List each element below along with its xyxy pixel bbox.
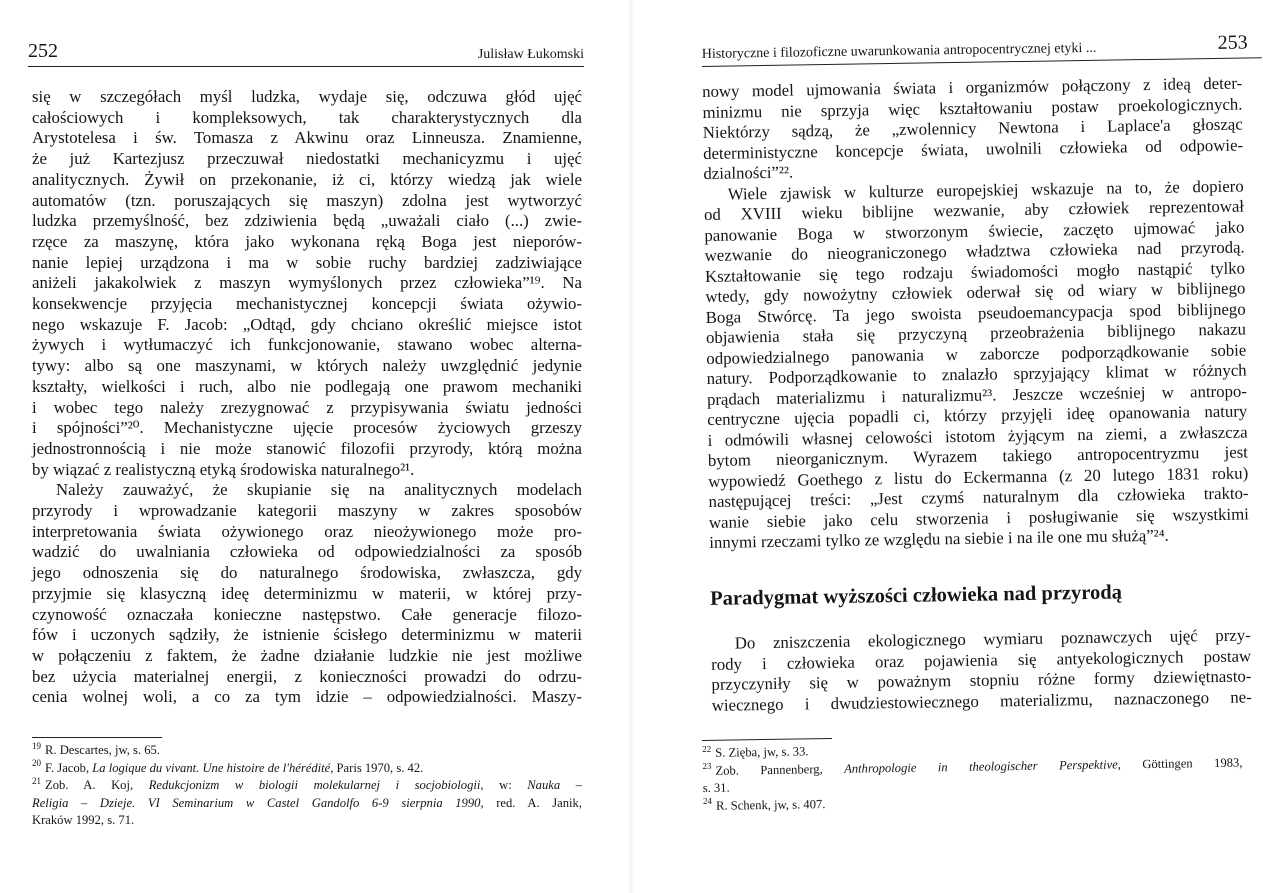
text-line: całościowych i kompleksowych, tak charakterystycznych dla	[32, 107, 582, 127]
footnote-21-end: Kraków 1992, s. 71.	[32, 813, 135, 827]
text-line: interpretowania świata ożywionego oraz nieożywionego może pro-	[32, 521, 582, 541]
text-line: przyczyniły się w poważnym stopniu różne formy dziewiętnasto-	[711, 666, 1252, 694]
text-line: bytom nieorganicznym. Wyrazem takiego antropocentryzmu jest	[707, 442, 1249, 470]
text-line: automatów (tzn. poruszających się maszyn) zdolna jest wytworzyć	[32, 190, 582, 210]
text-line: w połączeniu z faktem, że żadne działanie ludzkie nie jest możliwe	[32, 645, 582, 665]
text-line: nanie lepiej urządzona i ma w sobie ruchy bardziej zadziwiające	[32, 252, 582, 272]
text-line: aniżeli jakakolwiek z maszyn wymyślonych przez człowieka”¹⁹. Na	[32, 273, 582, 293]
text-line: Należy zauważyć, że skupianie się na analitycznych modelach	[56, 480, 582, 500]
text-line: że już Kartezjusz przeczuwał niedostatki mechanicyzmu i ujęć	[32, 149, 582, 169]
footnote-21-cont: Religia – Dzieje. VI Seminarium w Castel Gandolfo 6-9 sierpnia 1990, red. A. Janik,	[32, 795, 582, 810]
left-page-header	[28, 38, 584, 67]
footnote-23: $^{23}$ Zob. Pannenberg, Anthropologie in theologischer Perspektive, Göttingen 1983,	[702, 755, 1243, 778]
text-line: objawienia stała się przyczyną przeobrażenia biblijnego nakazu	[705, 319, 1247, 347]
text-line: wanie siebie jako celu stworzenia i posługiwanie się wszystkimi	[708, 503, 1249, 532]
text-line: wypowiedź Goethego z listu do Eckermanna (z 20 lutego 1831 roku)	[708, 462, 1249, 491]
text-line: jego odnoszenia się do naturalnego środowiska, zwłaszcza, gdy	[32, 563, 582, 583]
section-heading: Paradygmat wyższości człowieka nad przyrodą	[709, 580, 1123, 610]
text-line: nowy model ujmowania świata i organizmów połączony z ideą deter-	[702, 73, 1243, 101]
page-number: 253	[1217, 31, 1248, 54]
text-line: cenia wolnej woli, a co za tym idzie – odpowiedzialności. Maszy-	[32, 687, 582, 707]
text-line: prądach materializmu i naturalizmu²³. Jeszcze wcześniej w antropo-	[706, 380, 1248, 409]
text-line: kształty, wielkości i ruch, albo nie podlegają one prawom mechaniki	[32, 376, 582, 396]
text-line: nego wskazuje F. Jacob: „Odtąd, gdy chciano określić miejsce istot	[32, 314, 582, 334]
text-line: i odmówili własnej celowości istotom żyjącym na ziemi, a zwłaszcza	[707, 421, 1248, 450]
footnote-rule	[32, 737, 162, 738]
text-line: natury. Podporządkowanie to znalazło sprzyjający klimat w różnych	[706, 360, 1247, 388]
text-line: czynowość oznaczała konieczne następstwo. Całe generacje filozo-	[32, 604, 582, 624]
text-line: tywy: albo są one maszynami, w których należy uwzględnić jedynie	[32, 356, 582, 376]
text-line: Niektórzy sądzą, że „zwolennicy Newtona i Laplace'a głosząc	[702, 114, 1243, 142]
text-line: ludzka przemyślność, bez zdziwienia będą „uważali ciało (...) zwie-	[32, 211, 582, 231]
text-line: centryczne ujęcia popadli ci, którzy przyjęli ideę opanowania natury	[707, 401, 1248, 429]
footnote-22: $^{22}$ S. Zięba, jw, s. 33.	[702, 743, 809, 760]
right-page-header	[702, 29, 1262, 67]
text-line: następującej treści: „Jest czymś naturalnym dla człowieka trakto-	[708, 483, 1249, 511]
text-line: odpowiedzialnego panowania w zaborcze podporządkowanie sobie	[706, 339, 1247, 368]
text-line: minizmu nie sprzyja więc kształtowaniu postaw proekologicznych.	[702, 94, 1243, 122]
text-line: Do zniszczenia ekologicznego wymiaru poznawczych ujęć przy-	[734, 625, 1251, 653]
text-line: się w szczegółach myśl ludzka, wydaje się, odczuwa głód ujęć	[32, 87, 582, 106]
text-line: wiecznego i dwudziestowiecznego materializmu, naznaczonego ne-	[711, 686, 1252, 715]
text-line: rody i człowieka oraz pojawienia się antyekologicznych postaw	[710, 645, 1252, 674]
left-body-text	[32, 87, 582, 708]
footnote-rule	[702, 738, 832, 741]
page-number: 252	[28, 40, 58, 62]
footnote-20: $^{20}$ F. Jacob, La logique du vivant. Une histoire de l'hérédité, Paris 1970, s. 42.	[32, 758, 424, 775]
text-line: wadzić do uwalniania człowieka od odpowiedzialności za sposób	[32, 542, 582, 562]
text-line: od XVIII wieku biblijne wezwanie, aby człowiek reprezentował	[703, 196, 1245, 224]
text-line: Wiele zjawisk w kulturze europejskiej wskazuje na to, że dopiero	[727, 176, 1244, 204]
right-footnotes	[702, 732, 1243, 815]
text-line: Arystotelesa i św. Tomasza z Akwinu oraz Linneusza. Znamienne,	[32, 128, 582, 148]
footnote-23-cont: s. 31.	[702, 780, 730, 795]
footnote-24: $^{24}$ R. Schenk, jw, s. 407.	[702, 796, 826, 813]
text-line: innymi rzeczami tylko ze względu na siebie i na ile one mu służą”²⁴.	[709, 525, 1169, 552]
text-line: wtedy, gdy nowożytny człowiek oderwał się od wiary w biblijnego	[705, 278, 1246, 306]
text-line: bez użycia materialnej energii, z konieczności prowadzi do odrzu-	[32, 666, 582, 686]
text-line: przyrody i wprowadzanie kategorii maszyny w zakres sposobów	[32, 501, 582, 521]
right-body-part-2	[711, 625, 1252, 715]
text-line: wezwanie do nieograniczonego władztwa człowieka nad przyrodą.	[704, 237, 1245, 265]
text-line: konsekwencje przyjęcia mechanistycznej koncepcji świata ożywio-	[32, 294, 582, 314]
text-line: jednostronnością i nie może stanowić filozofii przyrody, którą można	[32, 438, 582, 458]
text-line: by wiązać z realistyczną etyką środowiska naturalnego²¹.	[32, 459, 415, 479]
text-line: rzęce za maszynę, która jako wykonana ręką Boga jest nieporów-	[32, 231, 582, 251]
text-line: panowanie Boga w stworzonym świecie, zaczęto ujmować jako	[704, 217, 1245, 245]
running-head: Julisław Łukomski	[477, 47, 584, 62]
text-line: fów i uczonych sądziły, że istnienie ścisłego determinizmu w materii	[32, 625, 582, 645]
right-body-part-1	[702, 74, 1249, 554]
footnote-19: $^{19}$ R. Descartes, jw, s. 65.	[32, 740, 160, 757]
text-line: Boga Stwórcę. Ta jego swoista pseudoemancypacja spod biblijnego	[705, 298, 1246, 327]
text-line: przyjmie się klasyczną ideę determinizmu w materii, w której przy-	[32, 583, 582, 603]
text-line: i spójności”²⁰. Mechanistyczne ujęcie procesów życiowych grzeszy	[32, 418, 582, 438]
text-line: analitycznych. Żywił on przekonanie, iż ci, którzy wiedzą jak wiele	[32, 169, 582, 189]
left-footnotes	[32, 737, 582, 830]
right-body-text	[702, 74, 1252, 716]
footnote-21: $^{21}$ Zob. A. Koj, Redukcjonizm w biologii molekularnej i socjobiologii, w: Nauka –	[32, 775, 582, 792]
text-line: i wobec tego należy zrezygnować z przypisywania światu jedności	[32, 397, 582, 417]
text-line: deterministyczne koncepcje świata, uwolnili człowieka od odpowie-	[702, 135, 1244, 163]
right-page	[632, 0, 1263, 893]
text-line: Kształtowanie się tego rodzaju świadomości mogło nastąpić tylko	[704, 257, 1246, 286]
text-line: żywych i wytłumaczyć ich funkcjonowanie, stawano wobec alterna-	[32, 335, 582, 355]
text-line: dzialności”²².	[703, 162, 794, 183]
running-head: Historyczne i filozoficzne uwarunkowania antropocentrycznej etyki ...	[701, 40, 1097, 63]
